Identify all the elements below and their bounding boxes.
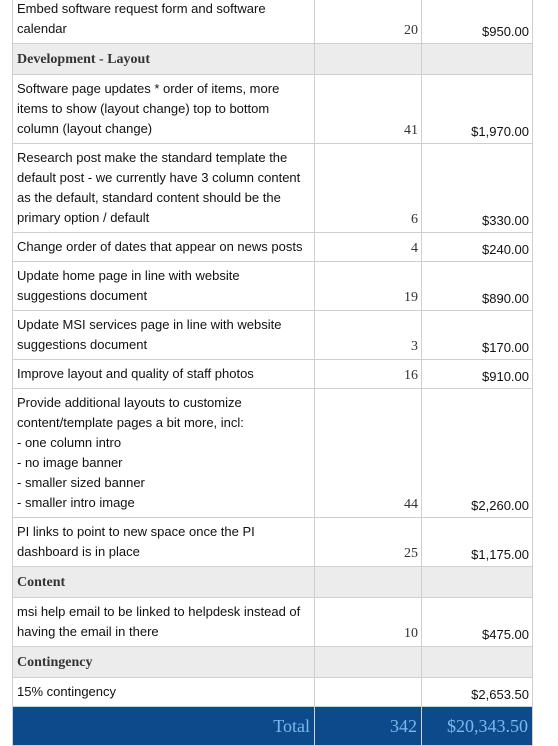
task-description-line: calendar xyxy=(17,21,67,36)
task-description xyxy=(13,678,315,707)
table-row xyxy=(13,518,533,567)
task-description-line: Change order of dates that appear on news posts xyxy=(17,239,303,254)
task-description-line: suggestions document xyxy=(17,288,148,303)
task-description-line: suggestions document xyxy=(17,337,148,352)
task-hours: 44 xyxy=(315,389,422,518)
task-cost: $170.00 xyxy=(422,311,533,360)
task-description xyxy=(13,360,315,389)
task-cost: $240.00 xyxy=(422,233,533,262)
estimate-table xyxy=(12,0,533,746)
section-cost-cell xyxy=(422,44,533,75)
total-cost: $20,343.50 xyxy=(422,707,533,746)
table-row xyxy=(13,360,533,389)
task-description-line: default post - we currently have 3 column content xyxy=(17,170,301,185)
task-hours: 19 xyxy=(315,262,422,311)
task-description xyxy=(13,75,315,144)
task-hours: 20 xyxy=(315,0,422,44)
task-description-line: - one column intro xyxy=(17,435,122,450)
table-row xyxy=(13,311,533,360)
task-description-line: items to show (layout change) top to bottom xyxy=(17,101,270,116)
task-hours: 4 xyxy=(315,233,422,262)
section-hours-cell xyxy=(315,44,422,75)
task-cost: $475.00 xyxy=(422,598,533,647)
section-hours-cell xyxy=(315,647,422,678)
task-description-line: Software page updates * order of items, more xyxy=(17,81,280,96)
section-header-row xyxy=(13,647,533,678)
table-row xyxy=(13,0,533,44)
task-description-line: content/template pages a bit more, incl: xyxy=(17,415,244,430)
section-cost-cell xyxy=(422,567,533,598)
task-cost: $910.00 xyxy=(422,360,533,389)
task-hours xyxy=(315,678,422,707)
estimate-table-wrapper xyxy=(12,0,532,746)
task-cost: $890.00 xyxy=(422,262,533,311)
task-description-line: - smaller sized banner xyxy=(17,475,145,490)
task-description xyxy=(13,311,315,360)
task-hours: 6 xyxy=(315,144,422,233)
task-hours: 41 xyxy=(315,75,422,144)
total-row xyxy=(13,707,533,746)
total-label: Total xyxy=(13,707,315,746)
section-header-row xyxy=(13,44,533,75)
task-cost: $1,175.00 xyxy=(422,518,533,567)
task-description-line: column (layout change) xyxy=(17,121,153,136)
task-description xyxy=(13,262,315,311)
task-description-line: dashboard is in place xyxy=(17,544,140,559)
task-hours: 3 xyxy=(315,311,422,360)
table-row xyxy=(13,233,533,262)
task-cost: $1,970.00 xyxy=(422,75,533,144)
section-title: Contingency xyxy=(13,647,315,678)
task-description xyxy=(13,144,315,233)
task-description-line: Update MSI services page in line with website xyxy=(17,317,282,332)
estimate-table-body xyxy=(13,0,533,707)
task-description-line: as the default, standard content should be the xyxy=(17,190,281,205)
task-description-line: Update home page in line with website xyxy=(17,268,240,283)
task-cost: $2,653.50 xyxy=(422,678,533,707)
task-description xyxy=(13,389,315,518)
table-row xyxy=(13,389,533,518)
task-description xyxy=(13,0,315,44)
task-cost: $2,260.00 xyxy=(422,389,533,518)
section-hours-cell xyxy=(315,567,422,598)
task-description-line: - no image banner xyxy=(17,455,123,470)
table-row xyxy=(13,598,533,647)
task-description-line: msi help email to be linked to helpdesk instead of xyxy=(17,604,301,619)
task-description-line: 15% contingency xyxy=(17,684,117,699)
task-description-line: - smaller intro image xyxy=(17,495,135,510)
task-description-line: Research post make the standard template the xyxy=(17,150,288,165)
table-row xyxy=(13,144,533,233)
task-description-line: Embed software request form and software xyxy=(17,1,266,16)
task-description-line: PI links to point to new space once the PI xyxy=(17,524,255,539)
task-description-line: Improve layout and quality of staff photos xyxy=(17,366,254,381)
table-row xyxy=(13,75,533,144)
task-description xyxy=(13,598,315,647)
section-title: Development - Layout xyxy=(13,44,315,75)
table-row xyxy=(13,262,533,311)
task-hours: 10 xyxy=(315,598,422,647)
task-description-line: Provide additional layouts to customize xyxy=(17,395,242,410)
task-hours: 25 xyxy=(315,518,422,567)
table-row xyxy=(13,678,533,707)
task-description xyxy=(13,518,315,567)
section-header-row xyxy=(13,567,533,598)
task-hours: 16 xyxy=(315,360,422,389)
task-cost: $330.00 xyxy=(422,144,533,233)
task-description xyxy=(13,233,315,262)
total-hours: 342 xyxy=(315,707,422,746)
task-cost: $950.00 xyxy=(422,0,533,44)
section-cost-cell xyxy=(422,647,533,678)
section-title: Content xyxy=(13,567,315,598)
task-description-line: primary option / default xyxy=(17,210,150,225)
task-description-line: having the email in there xyxy=(17,624,159,639)
